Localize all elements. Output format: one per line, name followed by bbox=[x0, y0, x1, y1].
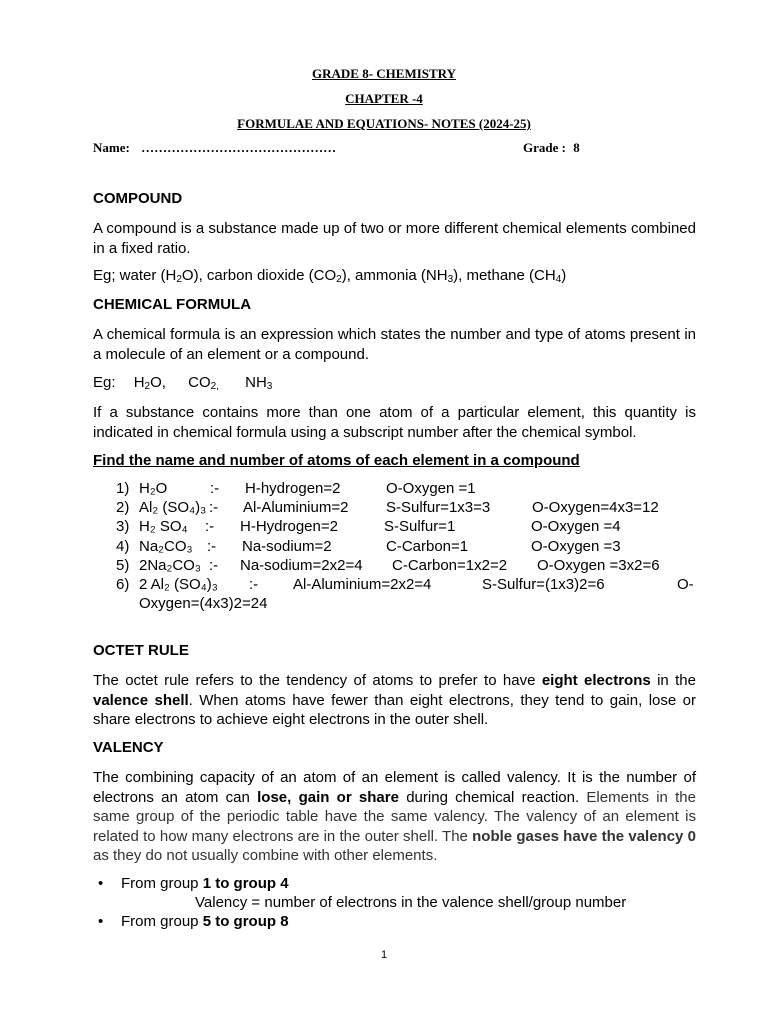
compound-definition: A compound is a substance made up of two or more different chemical elements combined in a fixed ratio. bbox=[93, 220, 696, 257]
item-number: 4) bbox=[116, 538, 130, 555]
example-nh3 bbox=[245, 374, 272, 391]
notes-title: FORMULAE AND EQUATIONS- NOTES (2024-25) bbox=[237, 116, 531, 131]
compound-heading: COMPOUND bbox=[93, 190, 183, 207]
chemical-formula-heading: CHEMICAL FORMULA bbox=[93, 296, 252, 313]
element-count: O- bbox=[677, 576, 694, 593]
element-count: Al-Aluminium=2x2=4 bbox=[293, 576, 432, 593]
eg-label: Eg: bbox=[93, 374, 116, 391]
list-item bbox=[116, 518, 696, 537]
element-count: Oxygen=(4x3)2=24 bbox=[139, 595, 268, 612]
subscript: 2 bbox=[336, 274, 342, 285]
text: in the bbox=[650, 672, 696, 689]
valency-heading: VALENCY bbox=[93, 739, 164, 756]
text: From group bbox=[121, 913, 203, 930]
separator: :- bbox=[205, 518, 215, 535]
grade-value: 8 bbox=[573, 140, 580, 155]
subscript-note: If a substance contains more than one atom of a particular element, this quantity is indicated in chemical formula using a subscript number after the chemical symbol. bbox=[93, 404, 696, 441]
element-count: H-hydrogen=2 bbox=[245, 480, 341, 497]
bold-text: eight electrons bbox=[541, 672, 651, 689]
element-count: Na-sodium=2 bbox=[242, 538, 332, 555]
bullet-icon: • bbox=[98, 875, 104, 892]
subscript: 3 bbox=[266, 381, 273, 392]
bold-text: noble gases have the valency 0 bbox=[472, 827, 696, 845]
chapter-title: CHAPTER -4 bbox=[345, 91, 423, 106]
compound-formula: Na₂CO₃ bbox=[139, 538, 193, 555]
bold-text: 5 to group 8 bbox=[202, 913, 289, 930]
compound-formula: 2 Al₂ (SO₄)₃ bbox=[139, 576, 218, 593]
text: ), ammonia (NH bbox=[341, 267, 448, 284]
text: H bbox=[133, 374, 145, 391]
item-number: 1) bbox=[116, 480, 130, 497]
compound-formula: Al₂ (SO₄)₃ bbox=[139, 499, 207, 516]
item-number: 5) bbox=[116, 557, 130, 574]
list-item bbox=[116, 557, 696, 576]
bold-text: valence shell bbox=[93, 691, 189, 709]
element-count: Na-sodium=2x2=4 bbox=[240, 557, 363, 574]
compound-examples bbox=[93, 267, 566, 285]
list-item bbox=[116, 480, 696, 499]
subscript: 3 bbox=[447, 274, 454, 285]
octet-rule-text bbox=[93, 671, 696, 730]
text: Eg; water (H bbox=[93, 267, 177, 284]
subscript: 2, bbox=[210, 381, 219, 392]
element-count: O-Oxygen=4x3=12 bbox=[532, 499, 659, 516]
grade-label: Grade : bbox=[523, 140, 566, 155]
name-label: Name: bbox=[93, 140, 130, 155]
compound-formula: H₂ SO₄ bbox=[139, 518, 188, 535]
separator: :- bbox=[209, 499, 219, 516]
name-blank: ……………………………………… bbox=[141, 140, 337, 155]
chemical-formula-definition: A chemical formula is an expression which states the number and type of atoms present in a molecule of an element or a compound. bbox=[93, 326, 696, 363]
element-count: S-Sulfur=1x3=3 bbox=[386, 499, 491, 516]
list-item-continuation bbox=[116, 595, 696, 614]
text: Elements in the same group of the periodic table have the same valency. The valency of an element is related to how many electrons are in the outer shell. The bbox=[93, 788, 696, 845]
text: O), carbon dioxide (CO bbox=[181, 267, 337, 284]
element-count: S-Sulfur=1 bbox=[384, 518, 456, 535]
bullet-icon: • bbox=[98, 913, 104, 930]
example-h2o bbox=[134, 374, 166, 391]
text: . When atoms have fewer than eight electrons, they tend to gain, lose or share electrons to achieve eight electrons in the outer shell. bbox=[93, 691, 696, 728]
bold-text: lose, gain or share bbox=[257, 788, 399, 806]
separator: :- bbox=[207, 538, 217, 555]
formula-examples bbox=[93, 374, 272, 392]
page-number: 1 bbox=[380, 949, 388, 961]
item-number: 6) bbox=[116, 576, 130, 593]
element-count: O-Oxygen =4 bbox=[531, 518, 621, 535]
compound-formula: 2Na₂CO₃ bbox=[139, 557, 201, 574]
grade-line bbox=[523, 140, 580, 156]
text: O, bbox=[150, 374, 166, 391]
separator: :- bbox=[249, 576, 259, 593]
separator: :- bbox=[209, 557, 219, 574]
text: as they do not usually combine with other elements. bbox=[93, 847, 438, 864]
subscript: 4 bbox=[555, 274, 562, 285]
separator: :- bbox=[210, 480, 220, 497]
text: ), methane (CH bbox=[453, 267, 556, 284]
valency-formula: Valency = number of electrons in the valence shell/group number bbox=[195, 894, 627, 911]
element-count: H-Hydrogen=2 bbox=[240, 518, 338, 535]
element-count: O-Oxygen =3 bbox=[531, 538, 621, 555]
find-atoms-heading: Find the name and number of atoms of each element in a compound bbox=[93, 452, 580, 469]
document-title: GRADE 8- CHEMISTRY bbox=[312, 66, 456, 81]
element-count: C-Carbon=1 bbox=[386, 538, 469, 555]
text: ) bbox=[561, 267, 567, 284]
text: NH bbox=[245, 374, 267, 391]
item-number: 3) bbox=[116, 518, 130, 535]
text: CO bbox=[188, 374, 211, 391]
text: The combining capacity of an atom of an element is called valency. It is the number of electrons an atom can bbox=[93, 769, 696, 806]
bullet-item bbox=[121, 875, 289, 892]
text: The octet rule refers to the tendency of atoms to prefer to have bbox=[93, 672, 542, 689]
bold-text: 1 to group 4 bbox=[202, 875, 289, 892]
octet-rule-heading: OCTET RULE bbox=[93, 642, 189, 659]
element-count: O-Oxygen =3x2=6 bbox=[537, 557, 660, 574]
name-line bbox=[93, 140, 336, 156]
element-count: Al-Aluminium=2 bbox=[243, 499, 349, 516]
element-count: S-Sulfur=(1x3)2=6 bbox=[482, 576, 605, 593]
element-count: O-Oxygen =1 bbox=[386, 480, 476, 497]
subscript: 2 bbox=[144, 381, 151, 392]
element-count: C-Carbon=1x2=2 bbox=[392, 557, 508, 574]
example-co2 bbox=[188, 374, 219, 391]
subscript: 2 bbox=[176, 274, 182, 285]
bullet-item bbox=[121, 913, 289, 930]
list-item bbox=[116, 538, 696, 557]
list-item bbox=[116, 576, 696, 595]
compound-formula: H₂O bbox=[139, 480, 168, 497]
list-item bbox=[116, 499, 696, 518]
item-number: 2) bbox=[116, 499, 130, 516]
valency-text bbox=[93, 768, 696, 866]
text: From group bbox=[121, 875, 203, 892]
text: during chemical reaction. bbox=[398, 788, 587, 806]
